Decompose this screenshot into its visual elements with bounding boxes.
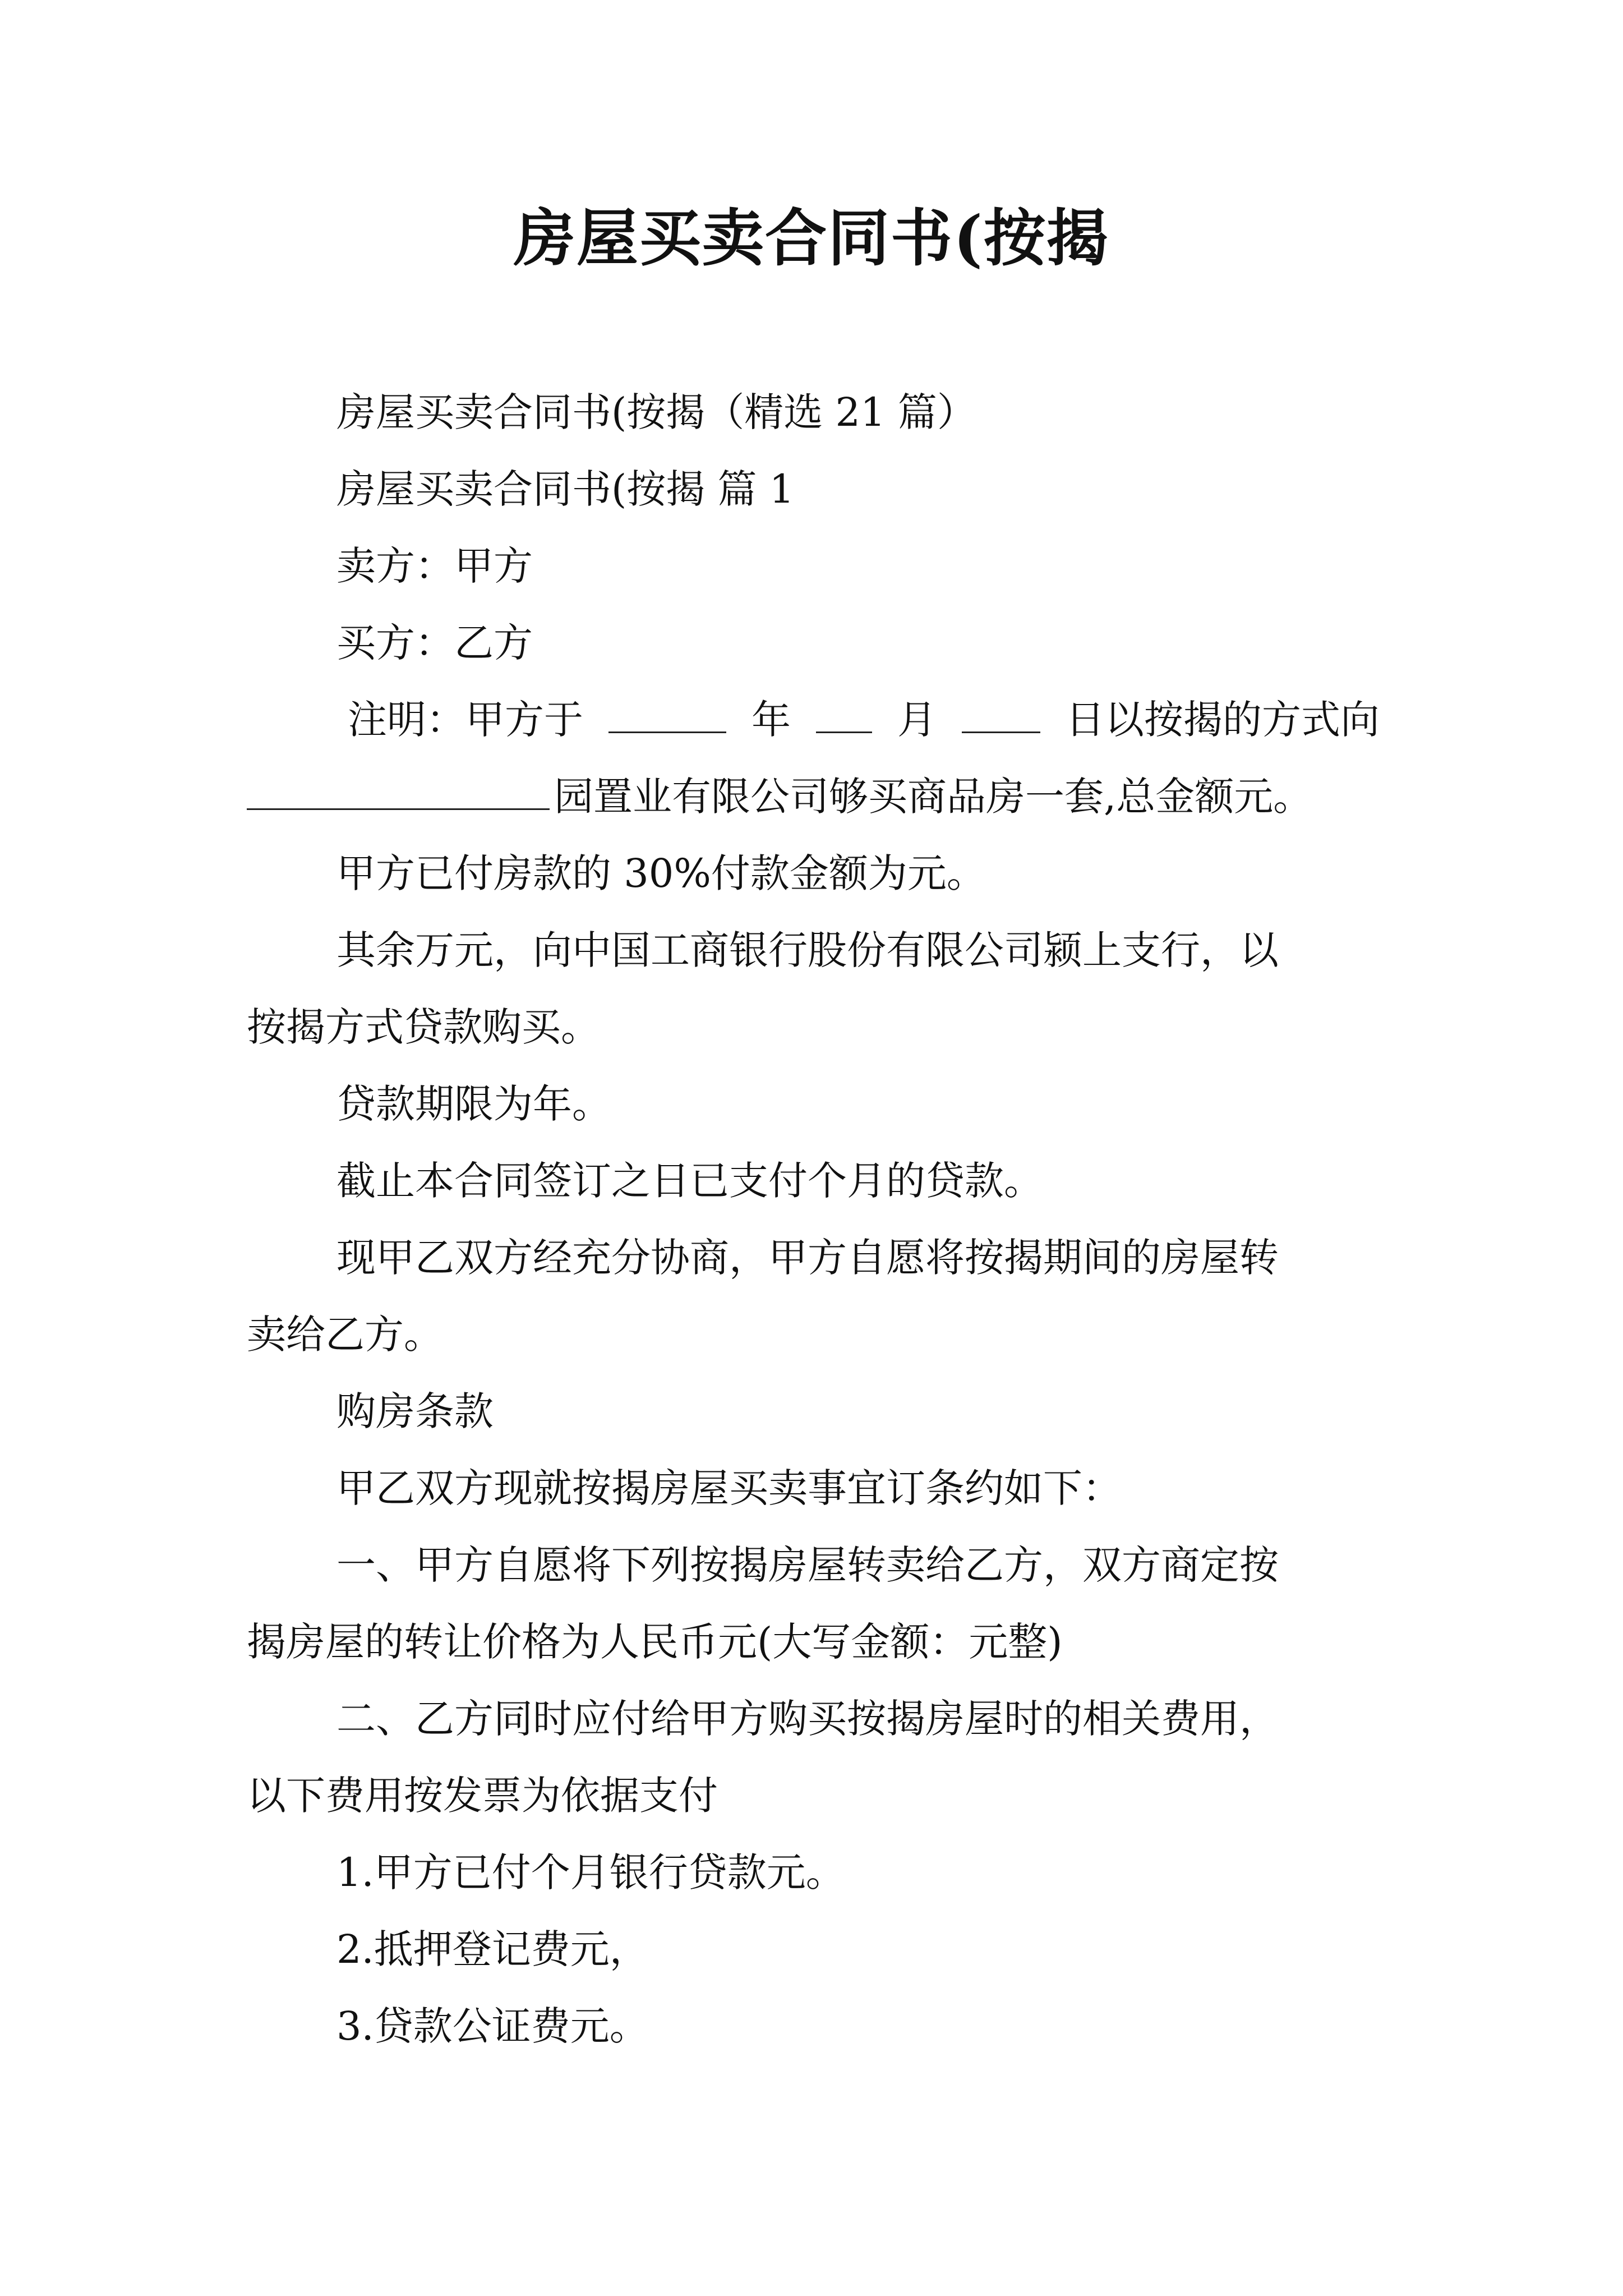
- paragraph-line: 现甲乙双方经充分协商，甲方自愿将按揭期间的房屋转: [336, 1235, 1279, 1281]
- clause-line: 以下费用按发票为依据支付: [247, 1773, 718, 1819]
- notice-text: 日以按揭的方式向: [1066, 697, 1380, 743]
- month-label: 月: [897, 697, 937, 743]
- year-label: 年: [751, 697, 791, 743]
- notice-continuation: [247, 771, 1312, 822]
- month-blank: [816, 728, 872, 733]
- list-item: 3.贷款公证费元。: [336, 2003, 649, 2049]
- paragraph-line: 其余万元，向中国工商银行股份有限公司颍上支行，以: [336, 927, 1279, 973]
- section-heading: 购房条款: [336, 1388, 494, 1434]
- paragraph-line: 甲乙双方现就按揭房屋买卖事宜订条约如下：: [336, 1465, 1122, 1511]
- paragraph-line: 按揭方式贷款购买。: [247, 1004, 600, 1050]
- paragraph-line: 甲方已付房款的 30%付款金额为元。: [336, 850, 986, 896]
- clause-line: 一、甲方自愿将下列按揭房屋转卖给乙方，双方商定按: [336, 1542, 1279, 1588]
- notice-line: [348, 694, 1380, 745]
- clause-line: 揭房屋的转让价格为人民币元(大写金额：元整): [247, 1619, 1063, 1665]
- buyer-line: 买方：乙方: [336, 620, 533, 666]
- day-blank: [962, 728, 1040, 733]
- section-heading: 房屋买卖合同书(按揭 篇 1: [336, 466, 795, 512]
- document-title: 房屋买卖合同书(按揭: [513, 202, 1110, 274]
- document-subtitle: 房屋买卖合同书(按揭（精选 21 篇）: [336, 389, 976, 435]
- list-item: 1.甲方已付个月银行贷款元。: [336, 1849, 845, 1895]
- list-item: 2.抵押登记费元，: [336, 1926, 649, 1972]
- company-blank: [247, 805, 550, 810]
- year-blank: [608, 728, 726, 733]
- paragraph-line: 卖给乙方。: [247, 1312, 443, 1358]
- clause-line: 二、乙方同时应付给甲方购买按揭房屋时的相关费用，: [336, 1696, 1279, 1742]
- notice-continuation-text: 园置业有限公司够买商品房一套,总金额元。: [554, 774, 1313, 820]
- paragraph-line: 截止本合同签订之日已支付个月的贷款。: [336, 1158, 1043, 1204]
- paragraph-line: 贷款期限为年。: [336, 1081, 611, 1127]
- seller-line: 卖方：甲方: [336, 543, 533, 589]
- notice-label: 注明：甲方于: [348, 697, 583, 743]
